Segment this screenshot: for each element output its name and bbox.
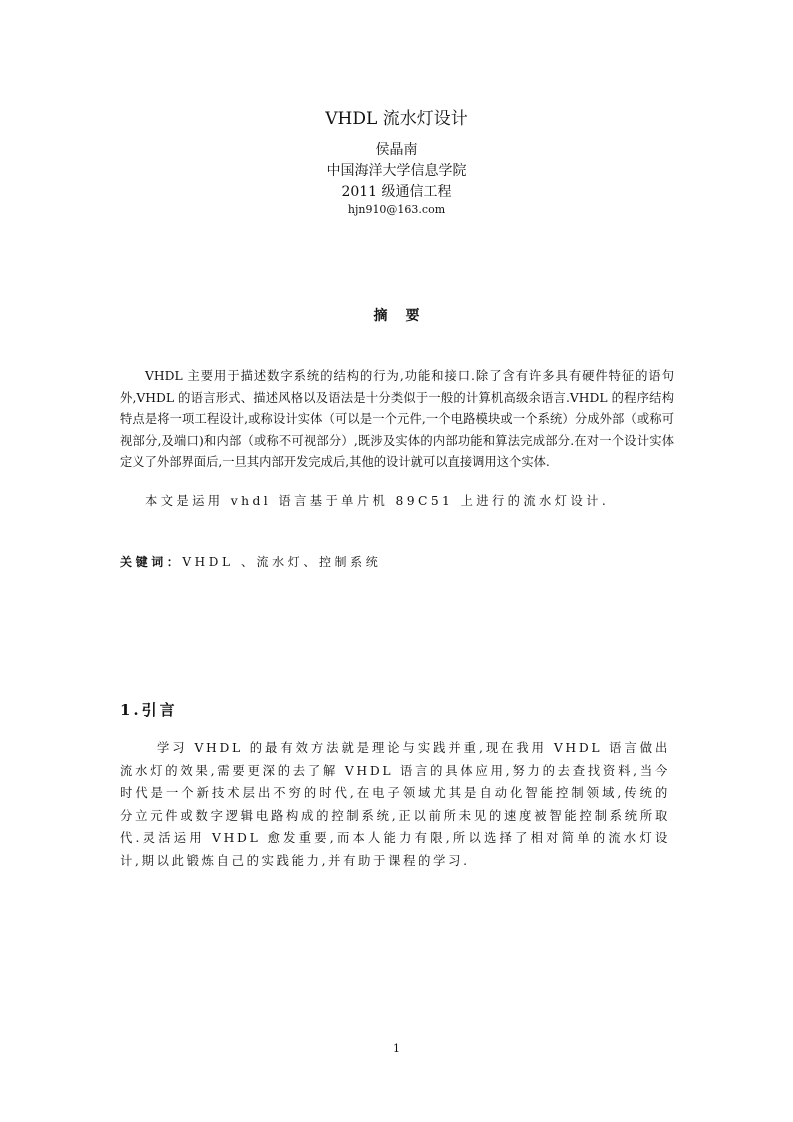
paper-title: VHDL 流水灯设计 (325, 109, 468, 129)
abstract-paragraph-2: 本文是运用 vhdl 语言基于单片机 89C51 上进行的流水灯设计. (145, 494, 610, 508)
author-name: 侯晶南 (375, 142, 418, 158)
keywords-line (120, 553, 381, 570)
keywords-text: VHDL 、流水灯、控制系统 (182, 555, 382, 569)
author-class: 2011 级通信工程 (341, 184, 452, 200)
introduction-paragraph: 学习 VHDL 的最有效方法就是理论与实践并重,现在我用 VHDL 语言做出流水灯的效果,需要更深的去了解 VHDL 语言的具体应用,努力的去查找资料,当今时代是一个新技术层出不穷的时代,在电子领域尤其是自动化智能控制领域,传统的分立元件或数字逻辑电路构成的控制系统,正以前所未见的速度被智能控制系统所取代.灵活运用 VHDL 愈发重要,而本人能力有限,所以选择了相对简单的流水灯设计,期以此锻炼自己的实践能力,并有助于课程的学习. (120, 741, 670, 868)
abstract-paragraph-1: VHDL 主要用于描述数字系统的结构的行为,功能和接口.除了含有许多具有硬件特征的语句外,VHDL 的语言形式、描述风格以及语法是十分类似于一般的计算机高级余语言.VHDL 的程序结构特点是将一项工程设计,或称设计实体（可以是一个元件,一个电路模块或一个系统）分成外部（或称可视部分,及端口)和内部（或称不可视部分）,既涉及实体的内部功能和算法完成部分.在对一个设计实体定义了外部界面后,一旦其内部开发完成后,其他的设计就可以直接调用这个实体. (120, 369, 674, 469)
abstract-heading: 摘要 (373, 308, 438, 324)
author-email: hjn910@163.com (347, 203, 446, 216)
author-affiliation: 中国海洋大学信息学院 (326, 163, 467, 179)
keywords-label: 关键词： (120, 555, 183, 569)
page-number: 1 (393, 1042, 400, 1055)
section-heading-introduction: 1.引言 (120, 701, 178, 719)
